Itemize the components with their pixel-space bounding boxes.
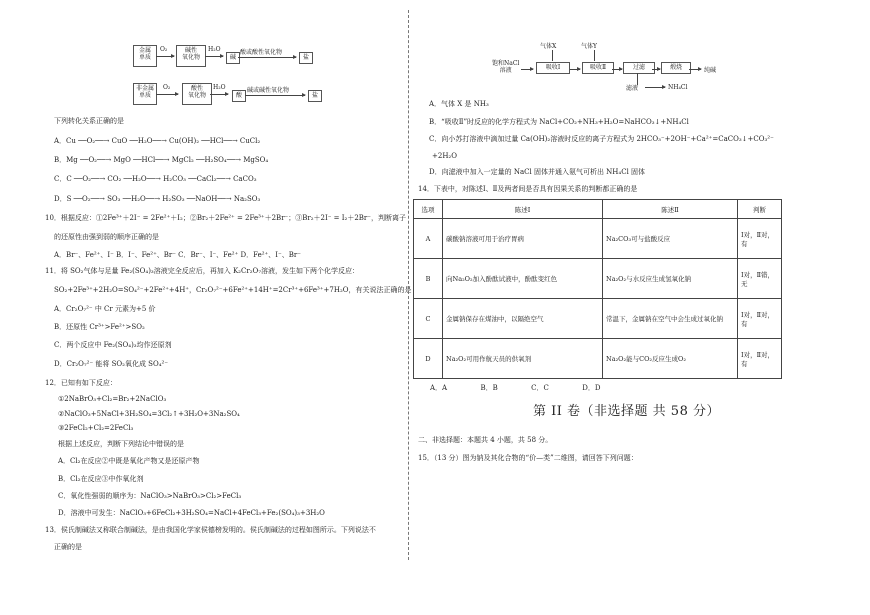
q13-option-c-line1: C．向小苏打溶液中滴加过量 Ca(OH)₂溶液时反应的离子方程式为 2HCO₃⁻+2OH⁻+Ca²⁺=CaCO₃↓+CO₃²⁻ [429, 135, 774, 143]
salt-box-2: 盐 [308, 90, 322, 102]
flow-arrow-0 [521, 69, 533, 70]
cell-judgement: Ⅰ对，Ⅱ错，无 [738, 259, 782, 299]
h2o-label-1: H₂O [208, 46, 221, 53]
q13-option-b: B．“吸收Ⅱ”时反应的化学方程式为 NaCl+CO₂+NH₃+H₂O=NaHCO₃↓+NH₄Cl [429, 118, 689, 126]
q9-option-a: A．Cu ──O₂──→ CuO ──H₂O──→ Cu(OH)₂ ──HCl──→ CuCl₂ [54, 137, 261, 145]
nh4cl-label: NH₄Cl [668, 84, 688, 91]
q12-reaction3: ③2FeCl₂+Cl₂=2FeCl₃ [58, 424, 134, 432]
col-header-statement-2: 陈述Ⅱ [603, 200, 738, 219]
nonmetal-element-box: 非金属 单质 [133, 83, 157, 105]
gas-x-label: 气体X [540, 43, 557, 50]
flow-arrow-4 [689, 69, 701, 70]
acid-box: 酸 [232, 90, 246, 102]
q10-line2: 的还原性由强到弱的顺序正确的是 [54, 233, 159, 241]
table-row [414, 259, 782, 299]
column-divider [408, 10, 409, 560]
q13-option-a: A．气体 X 是 NH₃ [429, 100, 489, 108]
table-row [414, 219, 782, 259]
filter-box: 过滤 [623, 62, 655, 74]
q12-option-a: A．Cl₂在反应②中既是氧化产物又是还原产物 [58, 457, 200, 465]
cell-statement-2: 常温下，金属钠在空气中会生成过氧化钠 [603, 299, 738, 339]
q13-option-d: D．向滤液中加入一定量的 NaCl 固体并通入氨气可析出 NH₄Cl 固体 [429, 168, 646, 176]
q12-reaction1: ①2NaBrO₃+Cl₂=Br₂+2NaClO₃ [58, 395, 167, 403]
section-2-title: 第 II 卷（非选择题 共 58 分） [533, 404, 720, 419]
q12-option-b: B．Cl₂在反应③中作氧化剂 [58, 475, 144, 483]
cell-option: A [414, 219, 443, 259]
h2o-label-2: H₂O [213, 84, 226, 91]
q11-option-a: A．Cr₂O₇²⁻ 中 Cr 元素为+5 价 [54, 305, 156, 313]
cell-statement-1: 金属钠保存在煤油中，以隔绝空气 [443, 299, 603, 339]
base-box: 碱 [226, 52, 240, 64]
gas-y-arrow [594, 50, 595, 61]
q14-table [413, 199, 782, 379]
filtrate-label: 滤液 [626, 85, 639, 92]
calcine-box: 煅烧 [661, 62, 691, 74]
o2-label-2: O₂ [163, 84, 171, 91]
q12-reaction2: ②NaClO₃+5NaCl+3H₂SO₄=3Cl₂↑+3H₂O+3Na₂SO₄ [58, 410, 240, 418]
q12-option-c: C．氧化性强弱的顺序为：NaClO₃>NaBrO₃>Cl₂>FeCl₃ [58, 492, 242, 500]
cell-statement-1: Na₂O₂可用作航天员的供氧剂 [443, 339, 603, 379]
q12-option-d: D．溶液中可发生：NaClO₃+6FeCl₂+3H₂SO₄=NaCl+4FeCl₃+Fe₂(SO₄)₃+3H₂O [58, 509, 325, 517]
col-header-judgement: 判断 [738, 200, 782, 219]
basic-oxide-box: 碱性 氧化物 [176, 45, 206, 67]
q12-stem: 根据上述反应，判断下列结论中错误的是 [58, 440, 184, 448]
col-header-statement-1: 陈述Ⅰ [443, 200, 603, 219]
table-row [414, 339, 782, 379]
soda-ash-label: 纯碱 [704, 67, 717, 74]
gas-x-arrow [552, 50, 553, 61]
arrow-2 [205, 56, 223, 57]
metal-element-box: 金属 单质 [133, 45, 157, 67]
cell-statement-2: Na₂O₂能与CO₂反应生成O₂ [603, 339, 738, 379]
o2-label-1: O₂ [160, 46, 168, 53]
q14-stem: 14．下表中，对陈述Ⅰ、Ⅱ及两者间是否具有因果关系的判断都正确的是 [418, 185, 638, 193]
arrow-5 [210, 94, 228, 95]
salt-box-1: 盐 [299, 52, 313, 64]
q13-line2: 正确的是 [54, 543, 82, 551]
cell-judgement: Ⅰ对，Ⅱ对，有 [738, 219, 782, 259]
cell-statement-1: 向Na₂O₂加入酚酞试液中，酚酞变红色 [443, 259, 603, 299]
cell-option: B [414, 259, 443, 299]
flow-arrow-1 [570, 69, 580, 70]
arrow-6 [245, 95, 305, 96]
q11-line2: SO₂+2Fe³⁺+2H₂O=SO₄²⁻+2Fe²⁺+4H⁺，Cr₂O₇²⁻+6Fe²⁺+14H⁺=2Cr³⁺+6Fe³⁺+7H₂O，有关说法正确的是 [54, 286, 412, 294]
q12-line1: 12．已知有如下反应： [45, 379, 117, 387]
arrow-3 [238, 57, 296, 58]
nacl-solution-label: 饱和NaCl 溶液 [492, 60, 520, 74]
flow-arrow-2 [612, 69, 622, 70]
q14-answer-options: A．A B．B C．C D．D [430, 384, 601, 392]
cell-statement-2: Na₂O₂与水反应生成氢氧化钠 [603, 259, 738, 299]
q9-option-c: C．C ──O₂──→ CO₂ ──H₂O──→ H₂CO₃ ──CaCl₂──→ CaCO₃ [54, 175, 257, 183]
cell-judgement: Ⅰ对，Ⅱ对，有 [738, 299, 782, 339]
q10-options: A．Br⁻、Fe²⁺、I⁻ B．I⁻、Fe²⁺、Br⁻ C．Br⁻、I⁻、Fe²⁺ D．Fe²⁺、I⁻、Br⁻ [54, 251, 301, 259]
col-header-option: 选项 [414, 200, 443, 219]
q11-option-c: C．两个反应中 Fe₂(SO₄)₃均作还原剂 [54, 341, 172, 349]
cell-statement-2: Na₂CO₃可与盐酸反应 [603, 219, 738, 259]
table-header-row [414, 200, 782, 219]
section-2-intro: 二、非选择题：本题共 4 小题，共 58 分。 [418, 436, 553, 444]
cell-option: C [414, 299, 443, 339]
q13-line1: 13．侯氏制碱法又称联合制碱法，是由我国化学家侯德榜发明的。侯氏制碱法的过程如图所示。下列说法不 [45, 526, 376, 534]
arrow-4 [156, 94, 178, 95]
gas-y-label: 气体Y [581, 43, 597, 50]
q11-option-b: B．还原性 Cr³⁺>Fe²⁺>SO₂ [54, 323, 145, 331]
q10-line1: 10．根据反应：①2Fe³⁺＋2I⁻ = 2Fe²⁺＋I₂；②Br₂＋2Fe²⁺ = 2Fe³⁺＋2Br⁻；③Br₂＋2I⁻ = I₂＋2Br⁻，判断离子 [45, 214, 406, 222]
arrow-1 [156, 56, 174, 57]
cell-statement-1: 碳酸钠溶液可用于治疗胃病 [443, 219, 603, 259]
q9-stem: 下列转化关系正确的是 [54, 117, 124, 125]
acid-or-acidic-oxide-label: 酸或酸性氧化物 [240, 49, 283, 56]
q11-option-d: D．Cr₂O₇²⁻ 能将 SO₂氧化成 SO₄²⁻ [54, 360, 169, 368]
q9-option-d: D．S ──O₂──→ SO₃ ──H₂O──→ H₂SO₃ ──NaOH──→ Na₂SO₃ [54, 195, 261, 203]
cell-judgement: Ⅰ对，Ⅱ对，有 [738, 339, 782, 379]
q15-stem: 15．（13 分）图为钠及其化合物的“价—类”二维图，请回答下列问题： [418, 454, 638, 462]
absorb-1-box: 吸收Ⅰ [536, 62, 570, 74]
absorb-2-box: 吸收Ⅱ [582, 62, 614, 74]
q13-option-c-line2: +2H₂O [432, 152, 457, 160]
acidic-oxide-box: 酸性 氧化物 [182, 83, 212, 105]
q9-option-b: B．Mg ──O₂──→ MgO ──HCl──→ MgCl₂ ──H₂SO₄──→ MgSO₄ [54, 156, 269, 164]
flow-arrow-5 [645, 87, 665, 88]
q11-line1: 11．将 SO₂气体与足量 Fe₂(SO₄)₃溶液完全反应后，再加入 K₂Cr₂O₇溶液，发生如下两个化学反应： [45, 267, 360, 275]
base-or-basic-oxide-label: 碱或碱性氧化物 [247, 87, 290, 94]
cell-option: D [414, 339, 443, 379]
table-row [414, 299, 782, 339]
flow-arrow-3 [652, 69, 660, 70]
